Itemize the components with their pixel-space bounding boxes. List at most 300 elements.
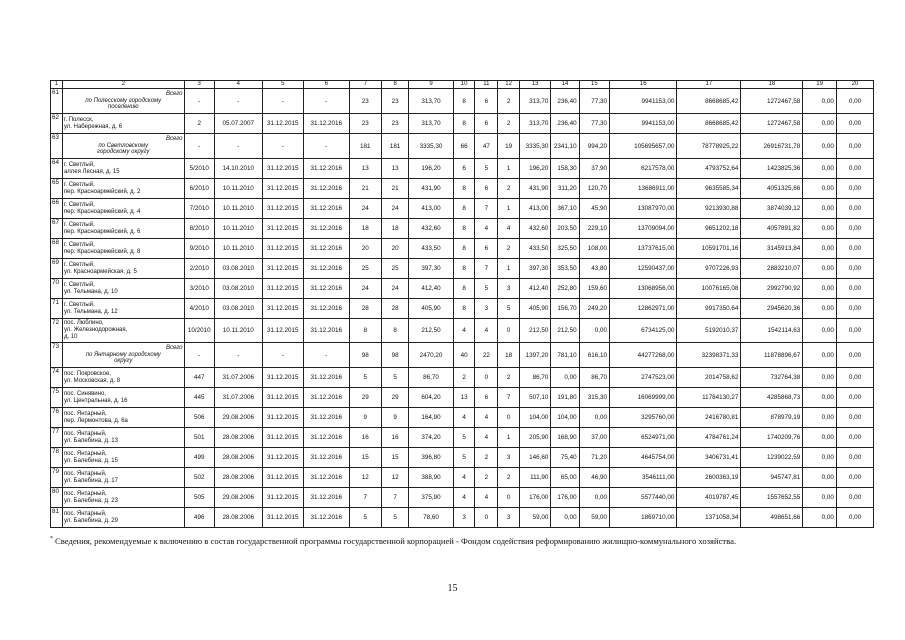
cell-col-16: 13737615,00: [610, 239, 677, 259]
cell-col-13: 313,70: [519, 89, 550, 114]
cell-col-17: 9213930,88: [677, 199, 741, 219]
cell-col-4: 28.08.2006: [214, 468, 262, 488]
cell-col-14: 353,50: [551, 259, 579, 279]
cell-col-6: 31.12.2016: [303, 448, 349, 468]
cell-col-17: 9917350,64: [677, 299, 741, 319]
cell-col-9: 313,70: [409, 89, 454, 114]
cell-col-19: 0,00: [803, 159, 837, 179]
cell-col-12: 18: [498, 343, 520, 368]
cell-col-20: 0,00: [836, 448, 873, 468]
cell-col-10: 13: [453, 388, 475, 408]
cell-col-11: 4: [475, 408, 498, 428]
cell-col-19: 0,00: [803, 319, 837, 343]
cell-col-12: 1: [498, 199, 520, 219]
subtotal-row: [51, 89, 874, 114]
table-row: [51, 219, 874, 239]
address-line: г. Светлый,: [63, 241, 95, 248]
address-line: округу: [114, 358, 133, 365]
cell-col-4: 10.11.2010: [214, 319, 262, 343]
cell-col-4: 10.11.2010: [214, 219, 262, 239]
cell-col-5: -: [262, 134, 303, 159]
address-line: по Полесскому городскому: [85, 97, 162, 104]
address-line: д. 10: [63, 333, 78, 340]
cell-col-11: 7: [475, 259, 498, 279]
cell-col-9: 388,90: [409, 468, 454, 488]
column-number-header: 2: [62, 81, 184, 89]
cell-col-9: 212,50: [409, 319, 454, 343]
address-line: г. Светлый,: [63, 181, 95, 188]
cell-col-17: 1371058,34: [677, 508, 741, 528]
cell-col-8: 20: [382, 239, 409, 259]
cell-col-17: 10591701,16: [677, 239, 741, 259]
column-number-header: 6: [303, 81, 349, 89]
address-cell: [62, 219, 184, 239]
cell-col-18: 4057891,82: [741, 219, 803, 239]
cell-col-16: 13709094,00: [610, 219, 677, 239]
address-cell: [62, 239, 184, 259]
cell-col-19: 0,00: [803, 259, 837, 279]
cell-col-20: 0,00: [836, 428, 873, 448]
cell-col-7: 98: [349, 343, 382, 368]
cell-col-13: 313,70: [519, 114, 550, 134]
cell-col-18: 878979,19: [741, 408, 803, 428]
cell-col-17: 8668685,42: [677, 114, 741, 134]
address-cell: [62, 299, 184, 319]
table-row: [51, 408, 874, 428]
cell-col-3: 499: [184, 448, 214, 468]
cell-col-11: 4: [475, 428, 498, 448]
row-number: 74: [51, 368, 63, 388]
cell-col-18: 4051325,66: [741, 179, 803, 199]
cell-col-13: 111,90: [519, 468, 550, 488]
address-line: ул. Центральная, д. 16: [63, 397, 128, 404]
cell-col-13: 59,00: [519, 508, 550, 528]
cell-col-20: 0,00: [836, 468, 873, 488]
cell-col-10: 8: [453, 259, 475, 279]
cell-col-15: 45,90: [579, 199, 609, 219]
cell-col-12: 2: [498, 114, 520, 134]
row-number: 64: [51, 159, 63, 179]
cell-col-5: 31.12.2015: [262, 488, 303, 508]
row-number: 73: [51, 343, 63, 368]
cell-col-8: 13: [382, 159, 409, 179]
address-line: Всего: [165, 135, 183, 142]
subtotal-row: [51, 134, 874, 159]
cell-col-12: 3: [498, 279, 520, 299]
table-row: [51, 508, 874, 528]
address-line: пос. Янтарный,: [63, 430, 107, 437]
address-cell: [62, 259, 184, 279]
column-number-header: 1: [51, 81, 63, 89]
address-line: г. Светлый,: [63, 261, 95, 268]
cell-col-20: 0,00: [836, 259, 873, 279]
address-line: пер. Красноармейский, д. 4: [63, 208, 141, 215]
cell-col-15: 108,00: [579, 239, 609, 259]
cell-col-11: 2: [475, 468, 498, 488]
cell-col-13: 433,50: [519, 239, 550, 259]
table-row: [51, 239, 874, 259]
address-line: пос. Янтарный,: [63, 490, 107, 497]
table-row: [51, 299, 874, 319]
cell-col-4: 10.11.2010: [214, 179, 262, 199]
cell-col-16: 9941153,00: [610, 114, 677, 134]
cell-col-7: 7: [349, 488, 382, 508]
cell-col-4: 29.08.2006: [214, 408, 262, 428]
cell-col-3: 496: [184, 508, 214, 528]
cell-col-9: 413,00: [409, 199, 454, 219]
table-row: [51, 388, 874, 408]
cell-col-18: 26916731,78: [741, 134, 803, 159]
cell-col-13: 432,60: [519, 219, 550, 239]
cell-col-19: 0,00: [803, 408, 837, 428]
cell-col-20: 0,00: [836, 388, 873, 408]
cell-col-13: 146,60: [519, 448, 550, 468]
address-line: пос. Янтарный,: [63, 450, 107, 457]
cell-col-6: -: [303, 343, 349, 368]
table-row: [51, 448, 874, 468]
cell-col-11: 6: [475, 179, 498, 199]
cell-col-10: 5: [453, 448, 475, 468]
cell-col-15: 46,90: [579, 468, 609, 488]
row-number: 66: [51, 199, 63, 219]
cell-col-3: 2/2010: [184, 259, 214, 279]
cell-col-8: 181: [382, 134, 409, 159]
cell-col-10: 8: [453, 179, 475, 199]
cell-col-17: 9707226,93: [677, 259, 741, 279]
cell-col-14: 311,20: [551, 179, 579, 199]
cell-col-14: 236,40: [551, 114, 579, 134]
cell-col-7: 5: [349, 368, 382, 388]
cell-col-6: 31.12.2016: [303, 428, 349, 448]
cell-col-5: -: [262, 343, 303, 368]
address-line: ул. Железнодорожная,: [63, 327, 128, 334]
address-line: пос. Синявино,: [63, 390, 106, 397]
cell-col-6: 31.12.2016: [303, 319, 349, 343]
cell-col-4: 03.08.2010: [214, 299, 262, 319]
cell-col-8: 9: [382, 408, 409, 428]
cell-col-19: 0,00: [803, 179, 837, 199]
cell-col-3: 506: [184, 408, 214, 428]
cell-col-6: -: [303, 89, 349, 114]
cell-col-9: 164,90: [409, 408, 454, 428]
cell-col-18: 1239022,59: [741, 448, 803, 468]
cell-col-8: 23: [382, 114, 409, 134]
cell-col-14: 2341,10: [551, 134, 579, 159]
cell-col-3: 6/2010: [184, 179, 214, 199]
cell-col-3: -: [184, 89, 214, 114]
cell-col-14: 168,90: [551, 428, 579, 448]
cell-col-14: 325,50: [551, 239, 579, 259]
cell-col-9: 374,20: [409, 428, 454, 448]
cell-col-15: 994,20: [579, 134, 609, 159]
cell-col-3: 502: [184, 468, 214, 488]
cell-col-4: 03.08.2010: [214, 279, 262, 299]
cell-col-4: 03.08.2010: [214, 259, 262, 279]
cell-col-9: 196,20: [409, 159, 454, 179]
address-line: городскому округу: [97, 149, 150, 156]
cell-col-10: 8: [453, 239, 475, 259]
cell-col-8: 24: [382, 199, 409, 219]
row-number: 75: [51, 388, 63, 408]
cell-col-19: 0,00: [803, 299, 837, 319]
cell-col-15: 37,00: [579, 428, 609, 448]
cell-col-5: 31.12.2015: [262, 508, 303, 528]
cell-col-11: 4: [475, 319, 498, 343]
column-number-header: 13: [519, 81, 550, 89]
cell-col-19: 0,00: [803, 343, 837, 368]
cell-col-4: 10.11.2010: [214, 239, 262, 259]
cell-col-13: 205,90: [519, 428, 550, 448]
cell-col-5: 31.12.2015: [262, 388, 303, 408]
cell-col-17: 2014758,62: [677, 368, 741, 388]
cell-col-20: 0,00: [836, 368, 873, 388]
row-number: 62: [51, 114, 63, 134]
table-row: [51, 199, 874, 219]
cell-col-7: 20: [349, 239, 382, 259]
cell-col-16: 9941153,00: [610, 89, 677, 114]
table-row: [51, 468, 874, 488]
address-cell: [62, 179, 184, 199]
cell-col-3: -: [184, 134, 214, 159]
cell-col-19: 0,00: [803, 488, 837, 508]
column-number-header: 16: [610, 81, 677, 89]
cell-col-18: 11878896,67: [741, 343, 803, 368]
cell-col-16: 3546111,00: [610, 468, 677, 488]
cell-col-20: 0,00: [836, 179, 873, 199]
cell-col-16: 12590437,00: [610, 259, 677, 279]
column-number-header: 20: [836, 81, 873, 89]
cell-col-12: 0: [498, 319, 520, 343]
cell-col-10: 5: [453, 428, 475, 448]
address-cell: [62, 428, 184, 448]
column-number-header: 12: [498, 81, 520, 89]
address-line: пос. Янтарный,: [63, 510, 107, 517]
cell-col-13: 397,30: [519, 259, 550, 279]
address-line: г. Светлый,: [63, 161, 95, 168]
cell-col-17: 78778925,22: [677, 134, 741, 159]
cell-col-5: 31.12.2015: [262, 299, 303, 319]
cell-col-4: 31.07.2006: [214, 368, 262, 388]
cell-col-5: 31.12.2015: [262, 319, 303, 343]
cell-col-12: 5: [498, 299, 520, 319]
housing-register-table: [50, 80, 874, 528]
cell-col-19: 0,00: [803, 468, 837, 488]
cell-col-3: 8/2010: [184, 219, 214, 239]
cell-col-20: 0,00: [836, 114, 873, 134]
cell-col-8: 29: [382, 388, 409, 408]
cell-col-9: 412,40: [409, 279, 454, 299]
cell-col-11: 22: [475, 343, 498, 368]
column-number-header: 4: [214, 81, 262, 89]
cell-col-14: 781,10: [551, 343, 579, 368]
cell-col-7: 13: [349, 159, 382, 179]
footnote-rule: [50, 527, 105, 528]
cell-col-12: 2: [498, 468, 520, 488]
cell-col-6: 31.12.2016: [303, 219, 349, 239]
cell-col-16: 16069999,00: [610, 388, 677, 408]
cell-col-3: 3/2010: [184, 279, 214, 299]
row-number: 61: [51, 89, 63, 114]
cell-col-14: 0,00: [551, 508, 579, 528]
row-number: 79: [51, 468, 63, 488]
cell-col-16: 6734125,00: [610, 319, 677, 343]
address-line: ул. Балебина, д. 29: [63, 517, 118, 524]
cell-col-11: 5: [475, 279, 498, 299]
cell-col-4: -: [214, 134, 262, 159]
column-number-header: 17: [677, 81, 741, 89]
cell-col-9: 432,60: [409, 219, 454, 239]
column-number-header: 15: [579, 81, 609, 89]
cell-col-5: 31.12.2015: [262, 199, 303, 219]
cell-col-10: 8: [453, 279, 475, 299]
cell-col-13: 431,90: [519, 179, 550, 199]
table-header-row: [51, 81, 874, 89]
cell-col-7: 28: [349, 299, 382, 319]
cell-col-9: 86,70: [409, 368, 454, 388]
cell-col-3: 445: [184, 388, 214, 408]
column-number-header: 14: [551, 81, 579, 89]
subtotal-label: [62, 343, 184, 368]
cell-col-5: 31.12.2015: [262, 279, 303, 299]
cell-col-11: 6: [475, 239, 498, 259]
address-line: ул. Набережная, д. 6: [63, 123, 123, 130]
cell-col-17: 3406731,41: [677, 448, 741, 468]
cell-col-5: 31.12.2015: [262, 468, 303, 488]
cell-col-17: 8668685,42: [677, 89, 741, 114]
cell-col-9: 78,60: [409, 508, 454, 528]
address-line: пер. Красноармейский, д. 6: [63, 228, 141, 235]
address-line: пер. Красноармейский, д. 2: [63, 188, 141, 195]
cell-col-17: 9651202,18: [677, 219, 741, 239]
cell-col-6: 31.12.2016: [303, 508, 349, 528]
cell-col-6: 31.12.2016: [303, 179, 349, 199]
address-cell: [62, 448, 184, 468]
cell-col-8: 15: [382, 448, 409, 468]
cell-col-4: 14.10.2010: [214, 159, 262, 179]
cell-col-20: 0,00: [836, 159, 873, 179]
address-line: по Светловскому: [98, 142, 149, 149]
cell-col-18: 1272467,58: [741, 89, 803, 114]
cell-col-10: 4: [453, 468, 475, 488]
cell-col-20: 0,00: [836, 343, 873, 368]
cell-col-12: 1: [498, 428, 520, 448]
cell-col-16: 6217578,00: [610, 159, 677, 179]
address-line: Всего: [165, 344, 183, 351]
cell-col-5: 31.12.2015: [262, 114, 303, 134]
cell-col-18: 2945620,36: [741, 299, 803, 319]
cell-col-12: 2: [498, 239, 520, 259]
cell-col-14: 252,80: [551, 279, 579, 299]
cell-col-11: 6: [475, 388, 498, 408]
cell-col-16: 105695657,00: [610, 134, 677, 159]
cell-col-15: 37,90: [579, 159, 609, 179]
cell-col-9: 375,90: [409, 488, 454, 508]
cell-col-16: 13686911,00: [610, 179, 677, 199]
cell-col-16: 2747523,00: [610, 368, 677, 388]
cell-col-10: 8: [453, 114, 475, 134]
cell-col-3: 4/2010: [184, 299, 214, 319]
subtotal-row: [51, 343, 874, 368]
cell-col-18: 1557652,55: [741, 488, 803, 508]
address-line: г. Полесск,: [63, 116, 94, 123]
cell-col-17: 4019787,45: [677, 488, 741, 508]
cell-col-15: 59,00: [579, 508, 609, 528]
cell-col-18: 498651,66: [741, 508, 803, 528]
cell-col-9: 604,20: [409, 388, 454, 408]
cell-col-12: 2: [498, 179, 520, 199]
cell-col-17: 11784130,27: [677, 388, 741, 408]
cell-col-16: 13087970,00: [610, 199, 677, 219]
table-row: [51, 319, 874, 343]
cell-col-15: 159,60: [579, 279, 609, 299]
table-row: [51, 488, 874, 508]
cell-col-8: 24: [382, 279, 409, 299]
address-line: поселению: [107, 104, 139, 111]
cell-col-14: 0,00: [551, 368, 579, 388]
address-line: пос. Янтарный,: [63, 470, 107, 477]
cell-col-5: 31.12.2015: [262, 239, 303, 259]
cell-col-17: 32398371,33: [677, 343, 741, 368]
cell-col-10: 40: [453, 343, 475, 368]
address-cell: [62, 368, 184, 388]
address-line: аллея Лесная, д. 15: [63, 168, 120, 175]
cell-col-6: 31.12.2016: [303, 488, 349, 508]
footnote: [50, 533, 874, 547]
cell-col-15: 0,00: [579, 408, 609, 428]
column-number-header: 11: [475, 81, 498, 89]
cell-col-7: 23: [349, 89, 382, 114]
cell-col-7: 18: [349, 219, 382, 239]
cell-col-10: 6: [453, 159, 475, 179]
cell-col-5: 31.12.2015: [262, 219, 303, 239]
cell-col-10: 8: [453, 219, 475, 239]
cell-col-12: 7: [498, 388, 520, 408]
cell-col-13: 412,40: [519, 279, 550, 299]
cell-col-17: 2416780,81: [677, 408, 741, 428]
cell-col-15: 315,30: [579, 388, 609, 408]
cell-col-20: 0,00: [836, 279, 873, 299]
cell-col-6: 31.12.2016: [303, 199, 349, 219]
cell-col-5: 31.12.2015: [262, 368, 303, 388]
cell-col-8: 18: [382, 219, 409, 239]
cell-col-8: 28: [382, 299, 409, 319]
footnote-marker: *: [50, 536, 53, 542]
cell-col-15: 120,70: [579, 179, 609, 199]
cell-col-15: 0,00: [579, 319, 609, 343]
cell-col-14: 236,40: [551, 89, 579, 114]
cell-col-20: 0,00: [836, 508, 873, 528]
cell-col-6: 31.12.2016: [303, 408, 349, 428]
row-number: 77: [51, 428, 63, 448]
cell-col-14: 75,40: [551, 448, 579, 468]
column-number-header: 5: [262, 81, 303, 89]
cell-col-13: 405,90: [519, 299, 550, 319]
cell-col-6: 31.12.2016: [303, 299, 349, 319]
cell-col-7: 5: [349, 508, 382, 528]
cell-col-12: 0: [498, 488, 520, 508]
cell-col-18: 1542114,63: [741, 319, 803, 343]
cell-col-14: 158,30: [551, 159, 579, 179]
cell-col-9: 313,70: [409, 114, 454, 134]
cell-col-3: 10/2010: [184, 319, 214, 343]
cell-col-12: 3: [498, 448, 520, 468]
row-number: 67: [51, 219, 63, 239]
cell-col-5: 31.12.2015: [262, 159, 303, 179]
address-cell: [62, 408, 184, 428]
cell-col-5: -: [262, 89, 303, 114]
cell-col-12: 0: [498, 408, 520, 428]
cell-col-6: 31.12.2016: [303, 279, 349, 299]
